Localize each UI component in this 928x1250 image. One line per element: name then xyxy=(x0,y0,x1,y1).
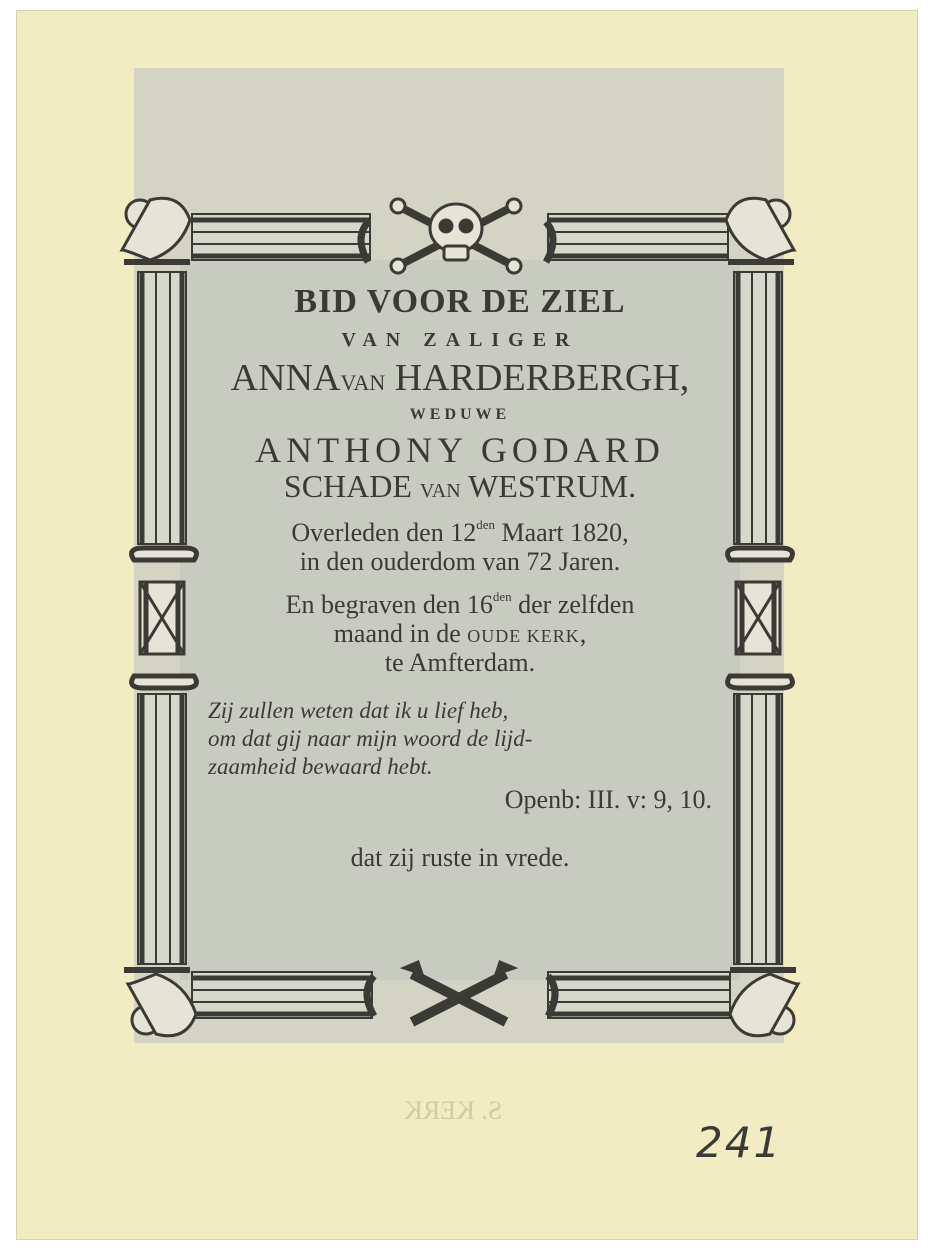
bleed-through-text: S. KERK xyxy=(404,1096,503,1125)
verse-line-1: Zij zullen weten dat ik u lief heb, xyxy=(208,698,509,724)
burial-date-line xyxy=(190,590,730,619)
widow-label: WEDUWE xyxy=(409,406,511,423)
cherub-icon xyxy=(726,198,794,262)
hourglass-icon xyxy=(132,548,197,688)
crossed-torches-icon xyxy=(367,962,555,1022)
name-first: ANNA xyxy=(230,357,341,399)
burial-place-line xyxy=(190,619,730,648)
husband-part-c: WESTRUM. xyxy=(468,468,637,504)
death-age-line: in den ouderdom van 72 Jaren. xyxy=(299,546,621,576)
burial-church: OUDE KERK xyxy=(467,625,580,646)
handwritten-number: 241 xyxy=(696,1118,783,1167)
burial-city-line: te Amfterdam. xyxy=(384,648,536,678)
husband-part-b: VAN xyxy=(419,480,461,502)
cherub-icon xyxy=(124,970,196,1036)
closing-prayer: dat zij ruste in vrede. xyxy=(350,843,570,873)
husband-name-line2 xyxy=(190,470,730,504)
death-date-line xyxy=(190,518,730,547)
burial-place-a: maand in de xyxy=(333,618,468,648)
cherub-icon xyxy=(122,198,190,262)
verse-line-3: zaamheid bewaard hebt. xyxy=(208,754,433,780)
death-notice xyxy=(190,518,730,576)
skull-crossbones-icon xyxy=(361,199,553,273)
bible-verse xyxy=(190,697,730,781)
deceased-name xyxy=(190,356,730,400)
name-van: VAN xyxy=(340,370,386,395)
death-date-sup: den xyxy=(476,516,495,532)
husband-part-a: SCHADE xyxy=(283,468,412,504)
burial-date-a: En begraven den 16 xyxy=(285,589,493,619)
verse-reference: Openb: III. v: 9, 10. xyxy=(504,785,712,815)
verse-line-2: om dat gij naar mijn woord de lijd- xyxy=(208,726,533,752)
cherub-icon xyxy=(730,970,798,1036)
burial-date-sup: den xyxy=(492,588,512,604)
heading-van-zaliger: VAN ZALIGER xyxy=(341,329,579,351)
husband-name-line1: ANTHONY GODARD xyxy=(255,430,665,470)
burial-date-b: der zelfden xyxy=(511,589,635,619)
name-last: HARDERBERGH, xyxy=(394,357,690,399)
death-date-b: Maart 1820, xyxy=(495,517,629,547)
burial-notice xyxy=(190,590,730,677)
burial-place-comma: , xyxy=(579,618,587,648)
heading-prayer: BID VOOR DE ZIEL xyxy=(294,283,626,320)
memorial-text xyxy=(190,285,730,873)
hourglass-icon xyxy=(728,548,793,688)
death-date-a: Overleden den 12 xyxy=(291,517,477,547)
